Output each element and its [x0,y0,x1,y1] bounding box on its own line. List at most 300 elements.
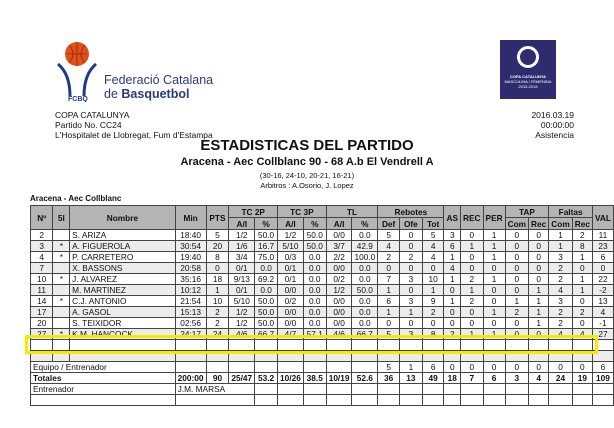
table-cell [175,395,254,406]
table-cell: 69.2 [255,274,278,285]
table-cell: 24:17 [175,329,206,340]
table-cell [549,395,572,406]
page-title: ESTADISTICAS DEL PARTIDO [200,137,414,154]
table-cell: 0 [378,318,400,329]
table-row [31,307,614,318]
table-cell [461,384,484,395]
table-cell: 0 [461,252,484,263]
table-cell: 0 [529,274,549,285]
table-cell: 0/3 [278,252,304,263]
table-cell: 1 [549,241,572,252]
table-cell: 0 [400,241,423,252]
table-cell [352,395,378,406]
table-cell: 0 [400,318,423,329]
fcbq-logo [55,40,100,102]
table-cell: 1/2 [326,285,352,296]
table-cell: 10/19 [326,373,352,384]
table-cell: 0/1 [229,285,255,296]
table-cell: 20 [206,241,229,252]
table-cell: 1 [422,285,444,296]
table-cell: 0 [444,307,461,318]
table-cell: 3 [31,241,53,252]
table-cell: 19 [572,373,592,384]
table-cell [303,384,326,395]
table-cell: 0 [483,263,505,274]
table-cell: 23 [592,241,613,252]
table-cell [53,318,70,329]
copa-catalunya-logo: COPA CATALUNYA MASCULINA / FEMENINA 2015-2016 [500,40,556,99]
table-cell: 0.0 [352,296,378,307]
table-cell: 0.0 [303,307,326,318]
table-cell: 2 [461,296,484,307]
table-cell: 0/0 [278,318,304,329]
table-row [31,373,614,384]
table-cell [278,395,304,406]
table-cell: 2 [505,307,528,318]
table-cell: 50.0 [303,230,326,241]
highlight-box [25,335,598,354]
table-cell: 1 [444,296,461,307]
col-tot: Tot [422,218,444,230]
table-row [31,252,614,263]
table-cell: 0/1 [278,274,304,285]
table-cell: 4 [422,241,444,252]
table-cell: * [53,241,70,252]
col-recb: Rec [572,218,592,230]
table-cell: 2 [206,318,229,329]
table-cell: 50.0 [255,296,278,307]
table-cell: C.J. ANTONIO [70,296,176,307]
table-cell: 0 [592,263,613,274]
table-cell: 50.0 [352,285,378,296]
team-name: Aracena - Aec Collblanc [30,194,122,203]
table-cell: 1 [483,329,505,340]
table-cell: 5 [378,329,400,340]
table-cell: 18 [206,274,229,285]
table-cell: 16.7 [255,241,278,252]
table-cell [303,362,326,373]
table-cell [400,395,423,406]
table-cell: 0.0 [303,274,326,285]
col-com: Com [505,218,528,230]
table-row [31,318,614,329]
table-cell: 2 [461,274,484,285]
table-row [31,296,614,307]
table-cell: 0.0 [255,263,278,274]
table-cell: 1 [572,274,592,285]
table-cell: 1 [572,252,592,263]
table-cell: * [53,329,70,340]
table-cell: 1 [483,230,505,241]
table-cell: 1 [483,274,505,285]
table-cell: Equipo / Entrenador [31,362,176,373]
table-cell: 50.0 [255,318,278,329]
table-cell: 0/0 [326,263,352,274]
col-recb: Rec [529,218,549,230]
table-cell: 7 [31,263,53,274]
table-cell: 27 [592,329,613,340]
table-cell: 1 [483,241,505,252]
table-cell: 30:54 [175,241,206,252]
table-cell [326,395,352,406]
table-cell: 9 [422,296,444,307]
table-cell: 1 [444,252,461,263]
table-cell: 1 [378,307,400,318]
table-cell: 2 [549,263,572,274]
table-cell: 0 [529,329,549,340]
table-cell: 0 [505,252,528,263]
table-cell: 3 [400,274,423,285]
table-cell: 1 [529,296,549,307]
col-as: AS [444,206,461,230]
table-cell [592,395,613,406]
col-starter: 5I [53,206,70,230]
table-cell: 0 [461,230,484,241]
table-cell: 2 [572,307,592,318]
table-cell [529,395,549,406]
table-cell: 0 [505,241,528,252]
table-cell: 0 [483,296,505,307]
table-cell: 22 [592,274,613,285]
table-cell [352,384,378,395]
table-cell [278,362,304,373]
table-cell: 0 [483,285,505,296]
table-cell: 2 [444,329,461,340]
table-cell [303,395,326,406]
table-cell: 0 [461,307,484,318]
table-cell: 1 [461,241,484,252]
table-cell: 0 [572,296,592,307]
col-ai: A/I [229,218,255,230]
table-cell: 1 [400,307,423,318]
table-cell: 1/2 [229,318,255,329]
col-tl: TL [326,206,378,218]
table-cell: 1 [461,329,484,340]
table-cell: 1/2 [278,230,304,241]
table-cell [53,230,70,241]
col-val: VAL [592,206,613,230]
table-cell [461,395,484,406]
table-cell: 0/0 [278,285,304,296]
table-cell: 66.7 [352,329,378,340]
table-cell: 0 [483,362,505,373]
table-cell: 2 [572,230,592,241]
table-cell: 27 [31,329,53,340]
table-cell: 1 [444,274,461,285]
table-cell: 14 [31,296,53,307]
table-cell: 90 [206,373,229,384]
table-cell: 1/2 [229,230,255,241]
table-row [31,362,614,373]
col-pct: % [303,218,326,230]
table-cell [206,362,229,373]
col-ofe: Ofe [400,218,423,230]
match-score: Aracena - Aec Collblanc 90 - 68 A.b El Vendrell A [180,156,434,168]
table-cell: 42.9 [352,241,378,252]
table-cell: Entrenador [31,384,176,395]
col-tap: TAP [505,206,549,218]
table-cell: 1 [529,318,549,329]
table-cell: 0 [400,230,423,241]
table-cell: 1 [400,362,423,373]
table-cell: 6 [378,296,400,307]
col-per: PER [483,206,505,230]
table-cell: 10 [422,274,444,285]
table-cell: 2/2 [326,252,352,263]
table-cell: X. BASSONS [70,263,176,274]
table-cell: 0 [461,263,484,274]
table-cell [352,362,378,373]
col-rebotes: Rebotes [378,206,444,218]
table-cell: 2 [422,307,444,318]
col-ai: A/I [278,218,304,230]
table-cell: 20:58 [175,263,206,274]
col-rec: REC [461,206,484,230]
table-cell: 1 [505,296,528,307]
table-cell [53,263,70,274]
table-cell: 7 [461,373,484,384]
table-cell: 2 [378,252,400,263]
table-cell [53,285,70,296]
table-cell: 0.0 [352,274,378,285]
table-cell [378,395,400,406]
table-cell: 1 [549,230,572,241]
table-cell: 2 [549,318,572,329]
table-cell: 1 [529,307,549,318]
table-cell: 4 [444,263,461,274]
table-cell: 2 [549,274,572,285]
svg-text:FCBQ: FCBQ [68,96,88,102]
table-row [31,230,614,241]
table-cell: * [53,296,70,307]
col-def: Def [378,218,400,230]
table-cell: 5/10 [229,296,255,307]
table-cell: 0 [505,318,528,329]
table-cell: 0 [505,285,528,296]
table-cell: 0.0 [303,296,326,307]
federation-name: Federació Catalana de Basquetbol [104,73,214,101]
table-cell: * [53,274,70,285]
table-cell: 4/6 [229,329,255,340]
table-cell: 0 [461,318,484,329]
table-cell: 53.2 [255,373,278,384]
table-cell: 0/2 [326,274,352,285]
table-cell: 0 [461,362,484,373]
table-cell: 35:16 [175,274,206,285]
table-cell: 19:40 [175,252,206,263]
col-pct: % [352,218,378,230]
table-cell: 38.5 [303,373,326,384]
table-cell: 0/2 [278,296,304,307]
table-cell: 52.6 [352,373,378,384]
table-cell [326,384,352,395]
table-cell: 5 [378,362,400,373]
table-cell: 4 [549,285,572,296]
table-cell: 3/4 [229,252,255,263]
table-cell: 11 [592,230,613,241]
col-tc3p: TC 3P [278,206,327,218]
table-cell [400,384,423,395]
table-cell: 0 [400,263,423,274]
table-cell [229,362,255,373]
table-cell: 0 [483,318,505,329]
table-cell: 0 [529,252,549,263]
table-cell: 0 [572,362,592,373]
table-cell: J. ALVAREZ [70,274,176,285]
table-cell [326,362,352,373]
table-cell: 0/1 [229,263,255,274]
col-pts: PTS [206,206,229,230]
table-cell: 0.0 [303,285,326,296]
table-cell: 6 [483,373,505,384]
table-cell: 4/6 [326,329,352,340]
table-cell: 0 [572,318,592,329]
match-info: COPA CATALUNYA Partido No. CC24 L'Hospitalet de Llobregat, Fum d'Estampa [55,110,213,140]
table-cell: 0 [529,362,549,373]
table-cell: M. MARTINEZ [70,285,176,296]
table-cell: 1 [483,252,505,263]
table-cell: 6 [592,362,613,373]
table-cell: 0/0 [278,307,304,318]
table-cell [483,384,505,395]
table-cell: 36 [378,373,400,384]
table-cell: 0 [549,362,572,373]
table-cell [572,395,592,406]
table-cell: 6 [444,241,461,252]
table-cell: 5 [378,230,400,241]
table-cell: 0/0 [326,296,352,307]
table-cell [422,395,444,406]
col-tc2p: TC 2P [229,206,278,218]
table-cell: 15:13 [175,307,206,318]
table-cell: 10 [206,296,229,307]
table-cell: 25/47 [229,373,255,384]
table-cell: 2 [400,252,423,263]
table-cell: 2 [549,307,572,318]
table-cell: 10/26 [278,373,304,384]
table-cell: 0.0 [352,307,378,318]
table-cell: 0/0 [326,307,352,318]
table-cell: 0/1 [278,263,304,274]
table-cell: 0.0 [303,252,326,263]
table-cell: 8 [572,241,592,252]
table-cell: 24 [549,373,572,384]
table-cell: 1 [483,307,505,318]
table-cell: 6 [592,252,613,263]
table-cell: 0 [206,263,229,274]
col-no: Nº [31,206,53,230]
table-cell: 0 [378,263,400,274]
table-cell: 1 [572,285,592,296]
table-cell: P. CARRETERO [70,252,176,263]
table-cell: 13 [400,373,423,384]
table-cell: 5/10 [278,241,304,252]
table-cell [444,395,461,406]
table-cell: K.M. HANCOCK [70,329,176,340]
table-cell: 50.0 [255,307,278,318]
table-cell: 0 [444,285,461,296]
table-cell: 0 [505,263,528,274]
table-cell: 0/0 [326,230,352,241]
table-cell [529,384,549,395]
table-cell: 0 [505,274,528,285]
table-cell: 18 [444,373,461,384]
table-cell: 9/13 [229,274,255,285]
table-cell: 0 [529,263,549,274]
table-cell: * [53,252,70,263]
table-cell: 57.1 [303,329,326,340]
col-com: Com [549,218,572,230]
table-cell: Totales [31,373,176,384]
table-cell: 0 [444,318,461,329]
table-cell [175,362,206,373]
table-cell: 3/7 [326,241,352,252]
table-cell: 50.0 [303,241,326,252]
table-cell: 100.0 [352,252,378,263]
table-cell: 3 [400,296,423,307]
table-cell: 0.0 [352,230,378,241]
table-cell [483,395,505,406]
table-cell: 4 [592,307,613,318]
table-cell: 0 [505,230,528,241]
table-cell: 0 [529,230,549,241]
table-row [31,395,614,406]
table-cell: 2 [206,307,229,318]
table-cell [31,395,176,406]
table-cell: 0.0 [303,318,326,329]
table-row [31,384,614,395]
table-cell: 02:56 [175,318,206,329]
table-cell: 0 [505,329,528,340]
table-cell: 109 [592,373,613,384]
table-cell: 1 [206,285,229,296]
table-cell: 0.0 [352,318,378,329]
col-name: Nombre [70,206,176,230]
table-cell: 3 [549,252,572,263]
table-cell: 13 [592,296,613,307]
table-cell: 49 [422,373,444,384]
table-cell: 24 [206,329,229,340]
table-cell: 4 [572,329,592,340]
referees: Arbitros : A.Osorio, J. Lopez [260,181,354,190]
table-cell: 18:40 [175,230,206,241]
table-cell: 66.7 [255,329,278,340]
table-cell: 3 [505,373,528,384]
table-cell [53,307,70,318]
table-cell: 0 [444,362,461,373]
table-cell: 4 [422,252,444,263]
table-cell: 3 [444,230,461,241]
table-cell: 0/0 [326,318,352,329]
table-cell [378,384,400,395]
table-cell: S. ARIZA [70,230,176,241]
table-cell: 0 [572,263,592,274]
table-cell: 21:54 [175,296,206,307]
table-cell: 4 [378,241,400,252]
table-cell: 0 [529,241,549,252]
table-cell: J.M. MARSA [175,384,254,395]
table-cell: 8 [422,329,444,340]
table-cell: 200:00 [175,373,206,384]
table-cell [444,384,461,395]
table-cell [505,395,528,406]
col-ai: A/I [326,218,352,230]
table-cell: -1 [592,318,613,329]
table-cell: 5 [422,230,444,241]
table-cell [255,362,278,373]
col-faltas: Faltas [549,206,593,218]
table-cell: A. GASOL [70,307,176,318]
